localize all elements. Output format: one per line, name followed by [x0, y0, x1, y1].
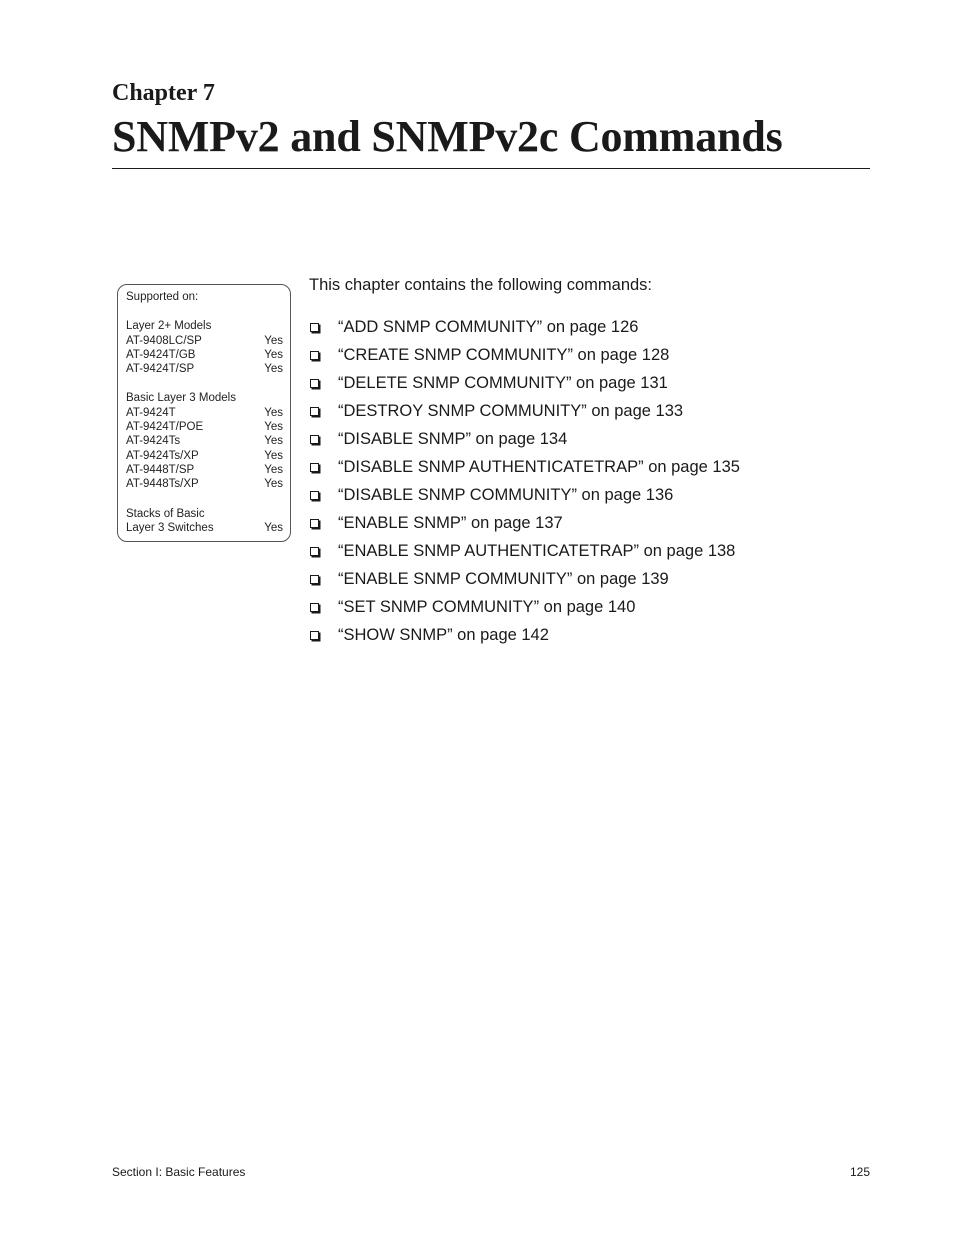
model-name: AT-9448Ts/XP	[126, 478, 199, 491]
spacer	[126, 376, 283, 391]
checkbox-bullet-icon	[310, 603, 319, 612]
title-divider	[112, 168, 870, 169]
chapter-title: SNMPv2 and SNMPv2c Commands	[112, 112, 783, 161]
support-value: Yes	[264, 348, 283, 361]
chapter-label: Chapter 7	[112, 80, 215, 106]
support-row	[126, 362, 283, 376]
checkbox-bullet-icon	[310, 435, 319, 444]
command-list-item	[309, 621, 740, 649]
spacer	[126, 304, 283, 319]
model-name: AT-9424T/GB	[126, 348, 196, 361]
support-row	[126, 521, 283, 535]
command-list-item	[309, 481, 740, 509]
model-name: AT-9424Ts	[126, 435, 181, 448]
checkbox-bullet-icon	[310, 323, 319, 332]
command-link[interactable]: “ENABLE SNMP AUTHENTICATETRAP” on page 138	[338, 541, 736, 560]
checkbox-bullet-icon	[310, 547, 319, 556]
support-value: Yes	[264, 521, 283, 534]
checkbox-bullet-icon	[310, 631, 319, 640]
command-list	[309, 313, 740, 649]
model-name: Layer 3 Switches	[126, 521, 214, 534]
support-value: Yes	[264, 435, 283, 448]
group-title-basic-layer3: Basic Layer 3 Models	[126, 392, 236, 405]
model-name: AT-9448T/SP	[126, 463, 195, 476]
command-link[interactable]: “ENABLE SNMP” on page 137	[338, 513, 563, 532]
support-value: Yes	[264, 363, 283, 376]
command-list-item	[309, 593, 740, 621]
command-list-item	[309, 341, 740, 369]
support-value: Yes	[264, 463, 283, 476]
command-list-item	[309, 453, 740, 481]
command-link[interactable]: “SET SNMP COMMUNITY” on page 140	[338, 597, 636, 616]
spacer	[126, 492, 283, 507]
intro-text: This chapter contains the following commands:	[309, 276, 653, 294]
command-link[interactable]: “DESTROY SNMP COMMUNITY” on page 133	[338, 401, 684, 420]
support-row	[126, 434, 283, 448]
checkbox-bullet-icon	[310, 351, 319, 360]
command-link[interactable]: “ENABLE SNMP COMMUNITY” on page 139	[338, 569, 669, 588]
command-link[interactable]: “CREATE SNMP COMMUNITY” on page 128	[338, 345, 670, 364]
support-value: Yes	[264, 449, 283, 462]
support-value: Yes	[264, 421, 283, 434]
support-row	[126, 449, 283, 463]
supported-on-heading: Supported on:	[126, 291, 199, 303]
command-list-item	[309, 369, 740, 397]
checkbox-bullet-icon	[310, 379, 319, 388]
footer-page-number: 125	[849, 1165, 870, 1179]
model-name: AT-9424Ts/XP	[126, 449, 199, 462]
checkbox-bullet-icon	[310, 575, 319, 584]
support-row	[126, 406, 283, 420]
support-row	[126, 477, 283, 491]
support-value: Yes	[264, 478, 283, 491]
supported-on-box	[117, 284, 291, 542]
checkbox-bullet-icon	[310, 519, 319, 528]
command-link[interactable]: “DELETE SNMP COMMUNITY” on page 131	[338, 373, 668, 392]
command-link[interactable]: “DISABLE SNMP” on page 134	[338, 429, 568, 448]
model-name: AT-9424T	[126, 406, 176, 419]
command-link[interactable]: “ADD SNMP COMMUNITY” on page 126	[338, 317, 639, 336]
support-row	[126, 334, 283, 348]
checkbox-bullet-icon	[310, 463, 319, 472]
group-title-layer2: Layer 2+ Models	[126, 320, 212, 333]
model-name: AT-9424T/POE	[126, 421, 204, 434]
group-title-stacks: Stacks of Basic	[126, 507, 205, 520]
support-value: Yes	[264, 334, 283, 347]
footer-section: Section I: Basic Features	[112, 1165, 246, 1179]
support-row	[126, 348, 283, 362]
command-list-item	[309, 509, 740, 537]
support-value: Yes	[264, 406, 283, 419]
command-list-item	[309, 397, 740, 425]
command-list-item	[309, 313, 740, 341]
command-link[interactable]: “DISABLE SNMP COMMUNITY” on page 136	[338, 485, 674, 504]
checkbox-bullet-icon	[310, 407, 319, 416]
checkbox-bullet-icon	[310, 491, 319, 500]
command-list-item	[309, 425, 740, 453]
support-row	[126, 463, 283, 477]
command-link[interactable]: “DISABLE SNMP AUTHENTICATETRAP” on page 135	[338, 457, 740, 476]
command-list-item	[309, 537, 740, 565]
command-link[interactable]: “SHOW SNMP” on page 142	[338, 625, 549, 644]
model-name: AT-9408LC/SP	[126, 334, 202, 347]
model-name: AT-9424T/SP	[126, 363, 195, 376]
support-row	[126, 420, 283, 434]
command-list-item	[309, 565, 740, 593]
